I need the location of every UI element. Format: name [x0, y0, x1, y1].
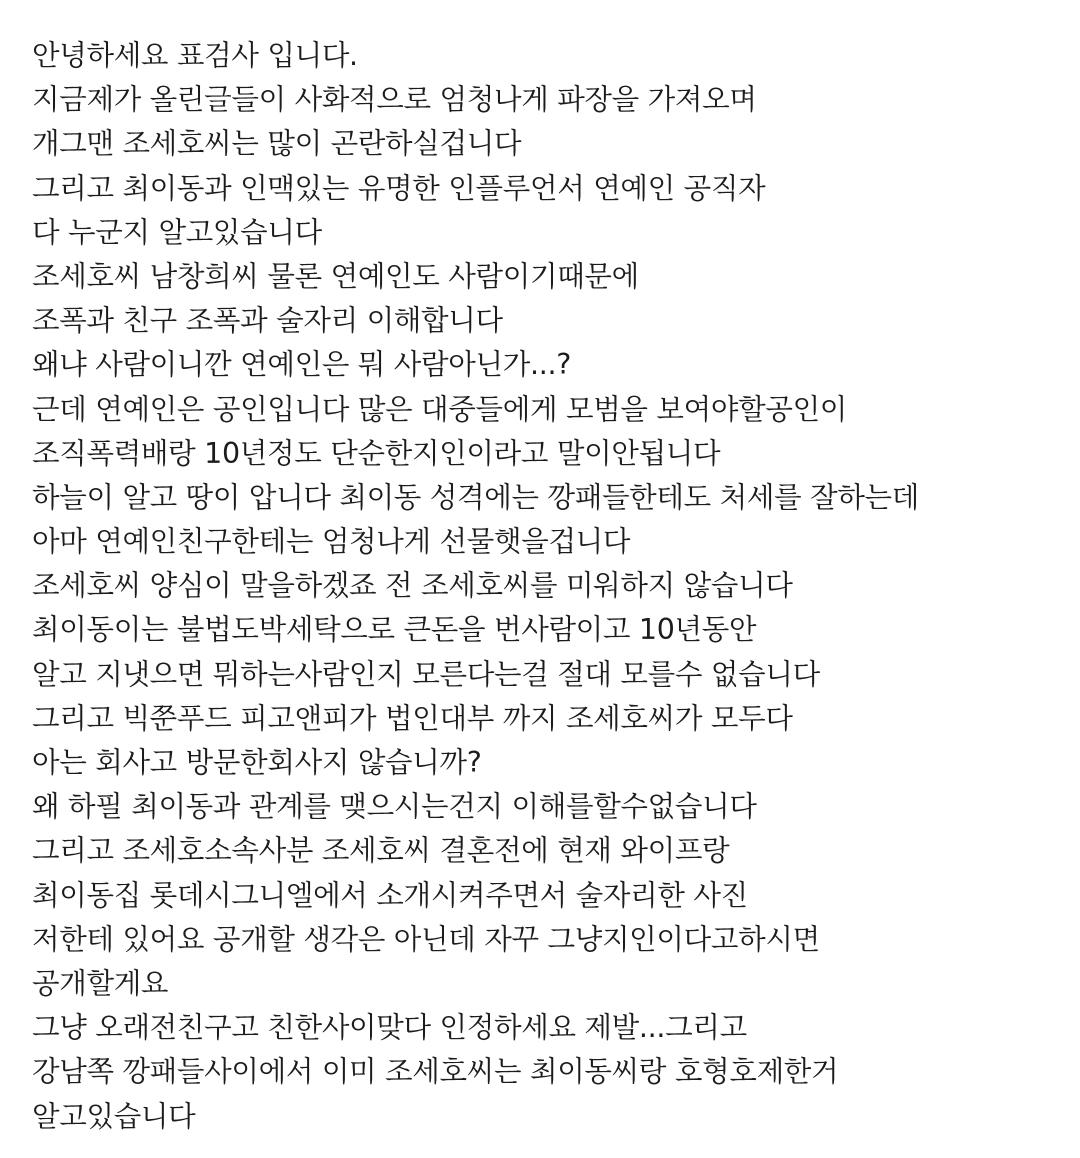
post-line: 아마 연예인친구한테는 엄청나게 선물햇을겁니다: [32, 525, 631, 559]
post-line: 그냥 오래전친구고 친한사이맞다 인정하세요 제발...그리고: [32, 1011, 747, 1045]
post-line: 근데 연예인은 공인입니다 많은 대중들에게 모범을 보여야할공인이: [32, 392, 848, 426]
post-line: 저한테 있어요 공개할 생각은 아닌데 자꾸 그냥지인이다고하시면: [32, 922, 820, 956]
post-line: 하늘이 알고 땅이 압니다 최이동 성격에는 깡패들한테도 처세를 잘하는데: [32, 480, 920, 514]
post-line: 조폭과 친구 조폭과 술자리 이해합니다: [32, 304, 503, 338]
post-line: 지금제가 올린글들이 사화적으로 엄청나게 파장을 가져오며: [32, 83, 757, 117]
post-line: 아는 회사고 방문한회사지 않습니까?: [32, 746, 482, 779]
post-line: 조직폭력배랑 10년정도 단순한지인이라고 말이안됩니다: [32, 436, 721, 470]
post-line: 조세호씨 양심이 말을하겠죠 전 조세호씨를 미워하지 않습니다: [32, 569, 793, 603]
post-line: 최이동이는 불법도박세탁으로 큰돈을 번사람이고 10년동안: [32, 613, 757, 647]
post-line: 강남쪽 깡패들사이에서 이미 조세호씨는 최이동씨랑 호형호제한거: [32, 1055, 839, 1089]
post-body: [32, 34, 1062, 1139]
post-line: 조세호씨 남창희씨 물론 연예인도 사람이기때문에: [32, 259, 639, 293]
post-line: 개그맨 조세호씨는 많이 곤란하실겁니다: [32, 127, 522, 161]
post-line: 그리고 최이동과 인맥있는 유명한 인플루언서 연예인 공직자: [32, 171, 766, 205]
post-line: 최이동집 롯데시그니엘에서 소개시켜주면서 술자리한 사진: [32, 878, 748, 912]
post-line: 공개할게요: [32, 966, 169, 1000]
post-line: 알고있습니다: [32, 1099, 196, 1133]
post-line: 안녕하세요 표검사 입니다.: [32, 39, 358, 72]
post-line: 그리고 조세호소속사분 조세호씨 결혼전에 현재 와이프랑: [32, 834, 730, 868]
post-line: 왜 하필 최이동과 관계를 맺으시는건지 이해를할수없습니다: [32, 790, 757, 824]
post-line: 알고 지냇으면 뭐하는사람인지 모른다는걸 절대 모를수 없습니다: [32, 657, 820, 691]
post-line: 그리고 빅쭌푸드 피고앤피가 법인대부 까지 조세호씨가 모두다: [32, 701, 793, 735]
post-line: 왜냐 사람이니깐 연예인은 뭐 사람아닌가...?: [32, 348, 572, 382]
post-line: 다 누군지 알고있습니다: [32, 215, 322, 249]
